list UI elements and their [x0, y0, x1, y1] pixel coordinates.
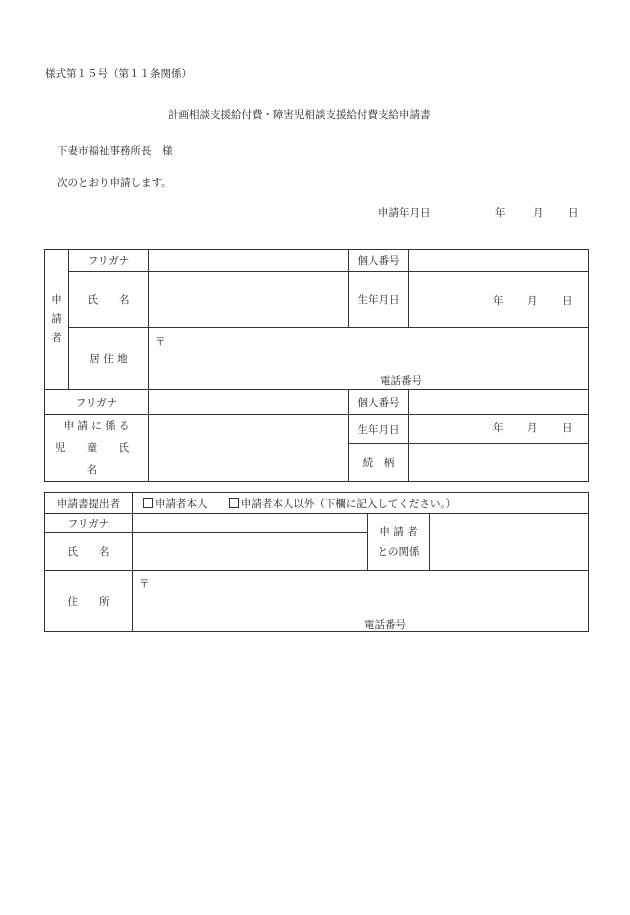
applicant-personal-number-field[interactable] — [409, 250, 589, 272]
applicant-address-label: 居 住 地 — [69, 328, 149, 390]
submitter-postal-mark: 〒 — [139, 578, 150, 590]
submitter-name-label: 氏 名 — [45, 533, 133, 571]
submitter-options — [133, 493, 589, 514]
child-personal-number-label: 個人番号 — [349, 390, 409, 415]
submitter-address-field[interactable] — [133, 571, 589, 632]
submitter-address-label: 住 所 — [45, 571, 133, 632]
applicant-section-label: 申 請 者 — [45, 250, 69, 390]
applicant-table — [44, 249, 589, 482]
date-year: 年 — [495, 207, 506, 219]
addressee: 下妻市福祉事務所長 様 — [57, 145, 173, 157]
child-name-field[interactable] — [149, 415, 349, 482]
child-furigana-label: フリガナ — [45, 390, 149, 415]
submitter-name-field[interactable] — [133, 533, 368, 571]
child-personal-number-field[interactable] — [409, 390, 589, 415]
submitter-table — [44, 492, 589, 632]
submitter-label: 申請書提出者 — [45, 493, 133, 514]
child-birth-date-field[interactable]: 年 月 日 — [409, 415, 589, 444]
intro-text: 次のとおり申請します。 — [57, 177, 172, 189]
option-self[interactable]: 申請者本人 — [143, 498, 208, 510]
submitter-relation-label: 申 請 者 との関係 — [368, 514, 430, 571]
applicant-phone-label: 電話番号 — [380, 375, 422, 387]
date-month: 月 — [533, 207, 544, 219]
applicant-furigana-label: フリガナ — [69, 250, 149, 272]
submitter-phone-label: 電話番号 — [364, 619, 406, 631]
postal-mark: 〒 — [155, 336, 166, 348]
applicant-birth-date-field[interactable]: 年 月 日 — [409, 272, 589, 328]
checkbox-self[interactable] — [143, 498, 153, 508]
application-date-label: 申請年月日 — [378, 207, 431, 219]
child-furigana-field[interactable] — [149, 390, 349, 415]
applicant-name-label: 氏 名 — [69, 272, 149, 328]
applicant-furigana-field[interactable] — [149, 250, 349, 272]
submitter-furigana-label: フリガナ — [45, 514, 133, 533]
child-name-label: 申 請 に 係 る 児 童 氏 名 — [45, 415, 149, 482]
document-title: 計画相談支援給付費・障害児相談支援給付費支給申請書 — [168, 109, 431, 121]
child-relationship-field[interactable] — [409, 444, 589, 482]
submitter-furigana-field[interactable] — [133, 514, 368, 533]
applicant-name-field[interactable] — [149, 272, 349, 328]
option-other[interactable]: 申請者本人以外（下欄に記入してください。） — [229, 498, 456, 510]
form-number: 様式第１５号（第１１条関係） — [45, 68, 192, 80]
applicant-address-field[interactable] — [149, 328, 589, 390]
applicant-personal-number-label: 個人番号 — [349, 250, 409, 272]
applicant-birth-date-label: 生年月日 — [349, 272, 409, 328]
child-birth-date-label: 生年月日 — [349, 415, 409, 444]
checkbox-other[interactable] — [229, 498, 239, 508]
child-relationship-label: 続 柄 — [349, 444, 409, 482]
submitter-relation-field[interactable] — [430, 514, 589, 571]
date-day: 日 — [568, 207, 579, 219]
